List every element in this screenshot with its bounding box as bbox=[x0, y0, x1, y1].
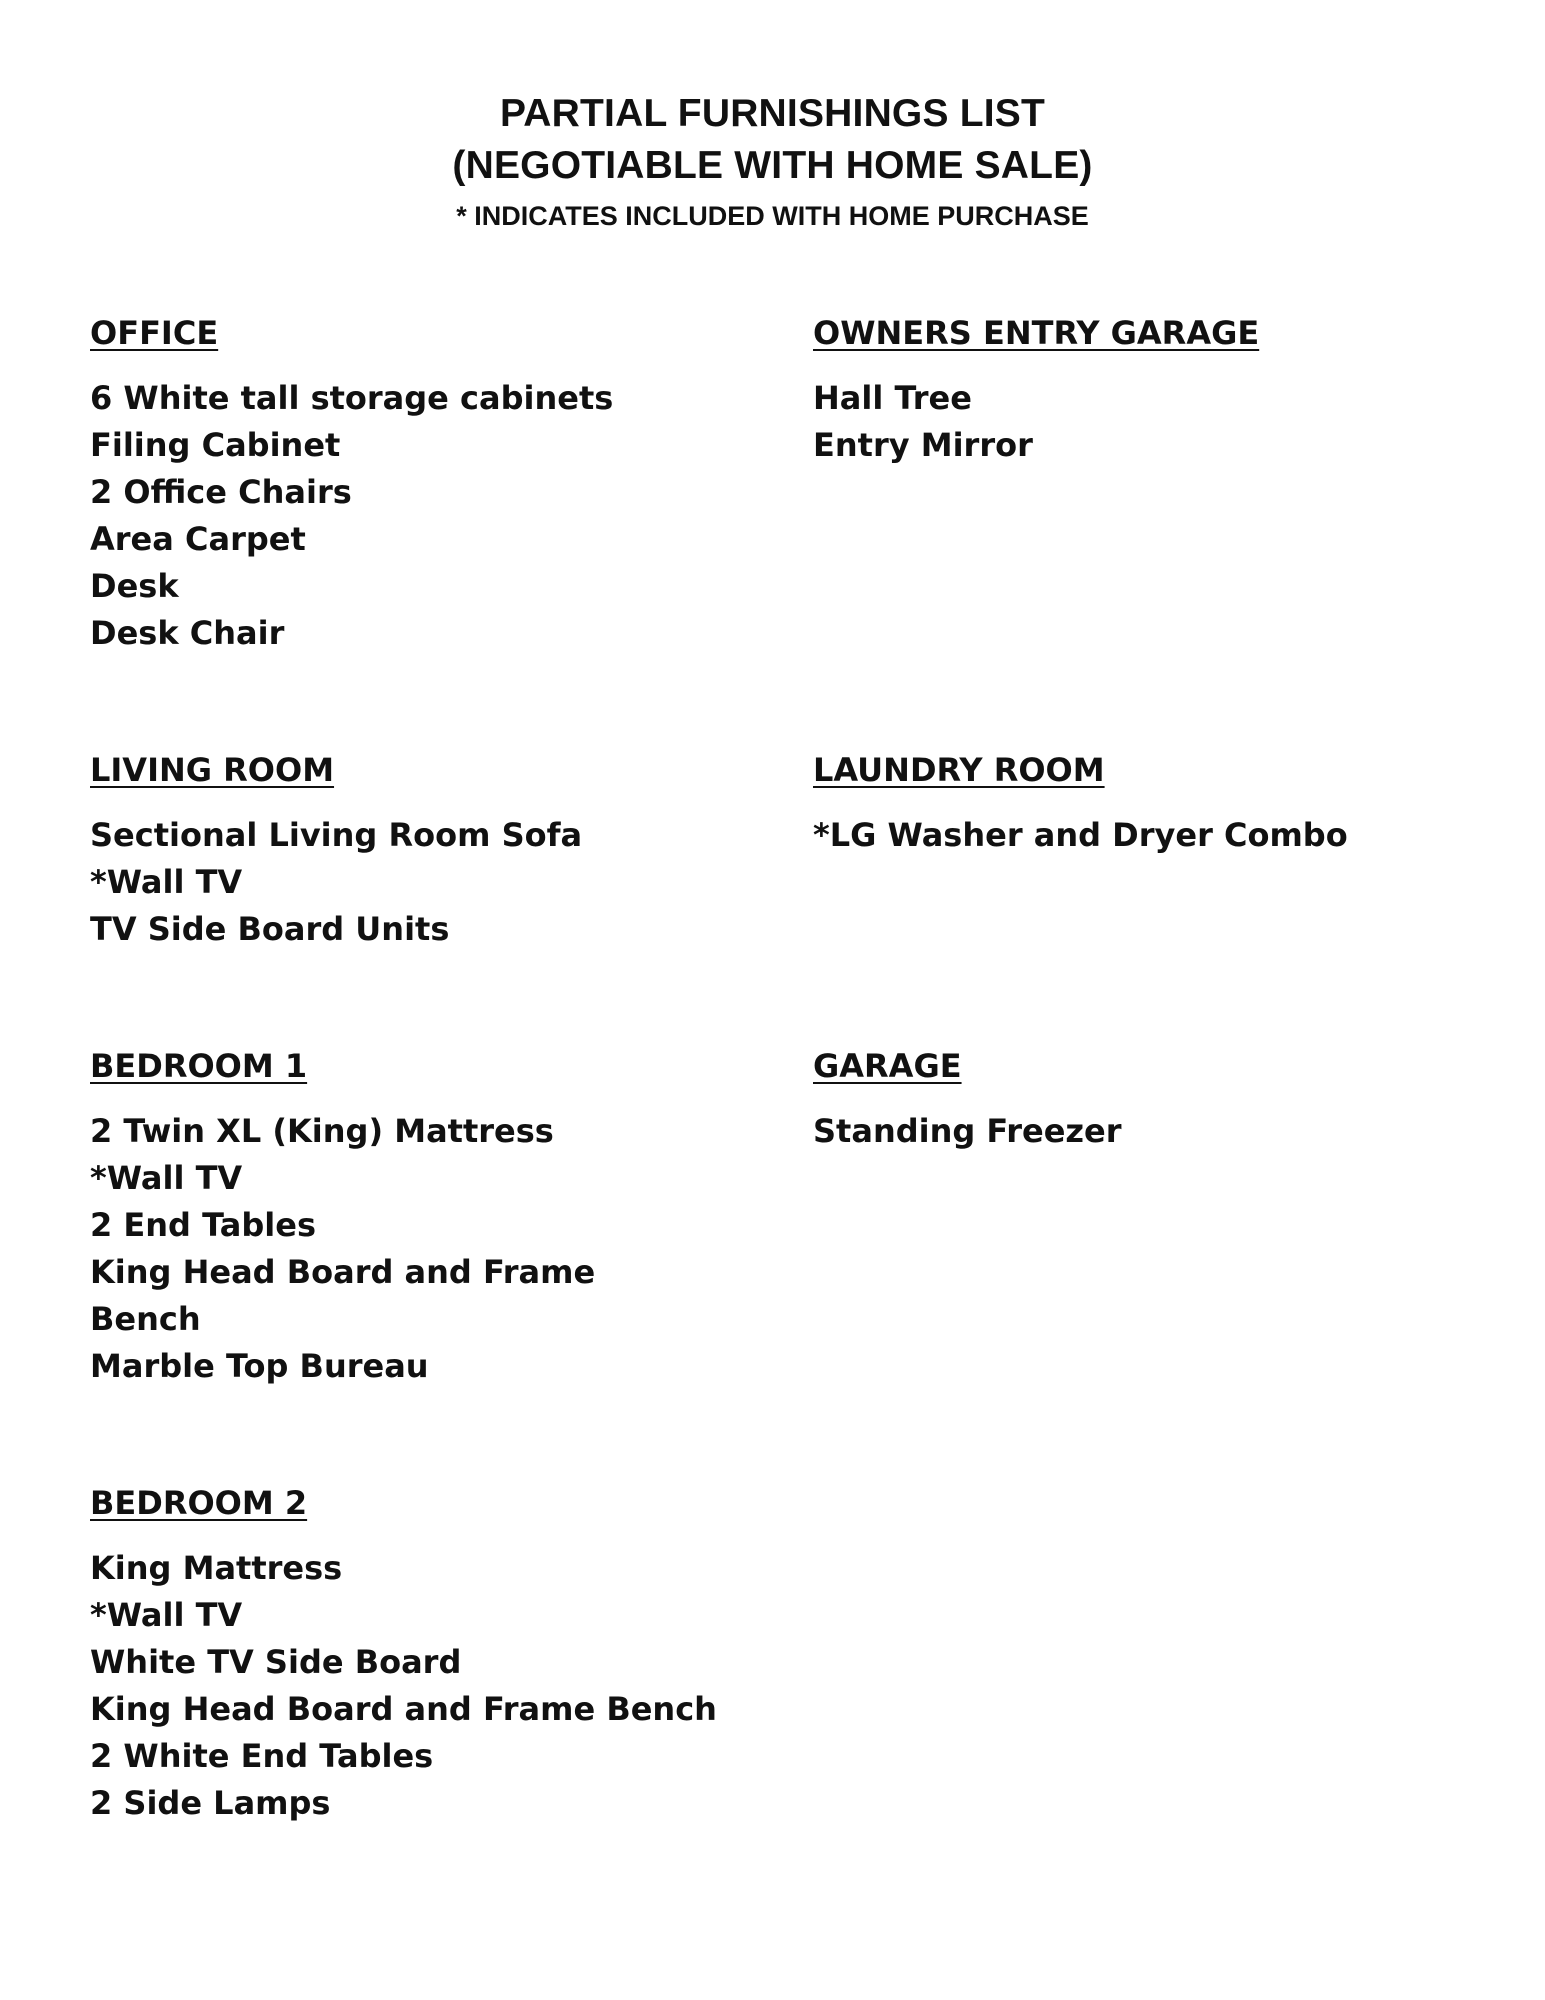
section-heading-living-room: LIVING ROOM bbox=[90, 751, 335, 789]
list-item: Desk bbox=[90, 567, 179, 605]
list-item: Bench bbox=[90, 1300, 201, 1338]
document-subtitle: * INDICATES INCLUDED WITH HOME PURCHASE bbox=[456, 201, 1089, 231]
list-item: *Wall TV bbox=[90, 1159, 243, 1197]
list-item: Filing Cabinet bbox=[90, 426, 341, 464]
list-item: *LG Washer and Dryer Combo bbox=[813, 816, 1348, 854]
section-heading-office: OFFICE bbox=[90, 314, 219, 352]
list-item: Hall Tree bbox=[813, 379, 972, 417]
list-item: King Mattress bbox=[90, 1549, 343, 1587]
list-item: TV Side Board Units bbox=[90, 910, 450, 948]
section-living-room bbox=[90, 750, 790, 953]
list-item: 6 White tall storage cabinets bbox=[90, 379, 614, 417]
list-item: Desk Chair bbox=[90, 614, 285, 652]
list-item: Marble Top Bureau bbox=[90, 1347, 429, 1385]
list-item: King Head Board and Frame bbox=[90, 1253, 596, 1291]
list-item: King Head Board and Frame Bench bbox=[90, 1690, 717, 1728]
list-item: White TV Side Board bbox=[90, 1643, 462, 1681]
list-item: *Wall TV bbox=[90, 863, 243, 901]
section-heading-owners-entry-garage: OWNERS ENTRY GARAGE bbox=[813, 314, 1260, 352]
list-item: *Wall TV bbox=[90, 1596, 243, 1634]
list-item: 2 Twin XL (King) Mattress bbox=[90, 1112, 554, 1150]
section-office bbox=[90, 313, 790, 657]
list-item: Standing Freezer bbox=[813, 1112, 1122, 1150]
document-title-line-1: PARTIAL FURNISHINGS LIST bbox=[499, 92, 1046, 135]
list-item: 2 White End Tables bbox=[90, 1737, 434, 1775]
section-heading-bedroom-2: BEDROOM 2 bbox=[90, 1484, 308, 1522]
list-item: 2 Office Chairs bbox=[90, 473, 352, 511]
list-item: 2 Side Lamps bbox=[90, 1784, 331, 1822]
section-garage bbox=[813, 1046, 1513, 1155]
section-heading-laundry-room: LAUNDRY ROOM bbox=[813, 751, 1105, 789]
section-bedroom-2 bbox=[90, 1483, 790, 1827]
section-laundry-room bbox=[813, 750, 1513, 859]
list-item: Sectional Living Room Sofa bbox=[90, 816, 583, 854]
section-heading-bedroom-1: BEDROOM 1 bbox=[90, 1047, 308, 1085]
list-item: Entry Mirror bbox=[813, 426, 1033, 464]
document-header bbox=[0, 88, 1545, 236]
document-title-line-2: (NEGOTIABLE WITH HOME SALE) bbox=[452, 144, 1093, 187]
section-heading-garage: GARAGE bbox=[813, 1047, 962, 1085]
section-owners-entry-garage bbox=[813, 313, 1513, 469]
list-item: 2 End Tables bbox=[90, 1206, 317, 1244]
list-item: Area Carpet bbox=[90, 520, 306, 558]
section-bedroom-1 bbox=[90, 1046, 790, 1390]
